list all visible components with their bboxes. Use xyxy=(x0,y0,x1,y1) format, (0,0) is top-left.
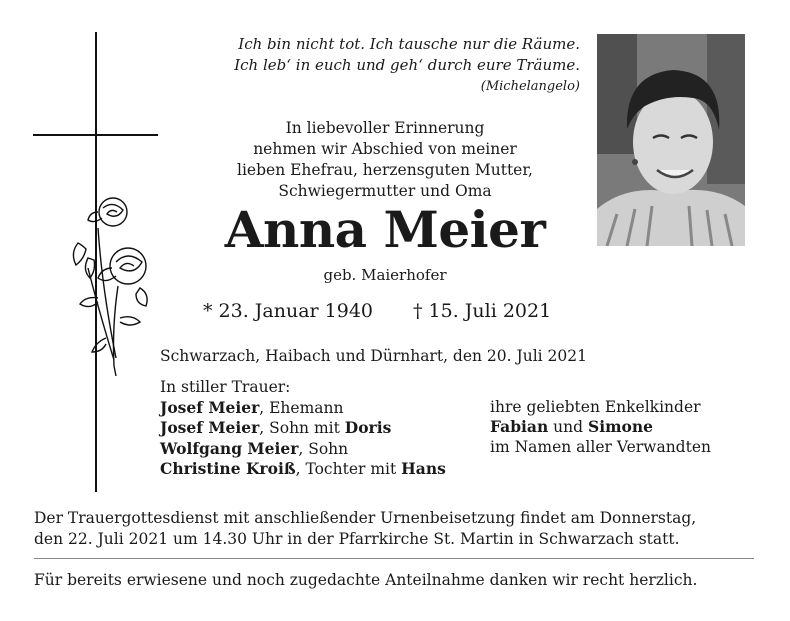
place-date: Schwarzach, Haibach und Dürnhart, den 20. Juli 2021 xyxy=(160,347,587,365)
intro-line: nehmen wir Abschied von meiner xyxy=(253,140,517,158)
relatives-line: im Namen aller Verwandten xyxy=(490,437,711,456)
service-info xyxy=(34,508,696,550)
intro-line: In liebevoller Erinnerung xyxy=(285,119,485,137)
birth-name: geb. Maierhofer xyxy=(323,266,447,284)
quote-line: Ich bin nicht tot. Ich tausche nur die Räume. xyxy=(238,35,580,53)
mourning-heading: In stiller Trauer: xyxy=(160,378,291,396)
mourners-left xyxy=(160,378,446,480)
quote-line: Ich leb‘ in euch und geh‘ durch eure Träume. xyxy=(234,56,580,74)
roses-icon xyxy=(58,188,158,388)
grandchildren-names: Fabian und Simone xyxy=(490,417,653,436)
service-line: den 22. Juli 2021 um 14.30 Uhr in der Pfarrkirche St. Martin in Schwarzach statt. xyxy=(34,530,680,548)
mourners-right xyxy=(490,398,711,458)
mourner-line: Wolfgang Meier, Sohn xyxy=(160,438,349,458)
service-line: Der Trauergottesdienst mit anschließender Urnenbeisetzung findet am Donnerstag, xyxy=(34,509,697,527)
quote-author: (Michelangelo) xyxy=(480,79,580,94)
intro-line: Schwiegermutter und Oma xyxy=(278,182,492,200)
birth-date: * 23. Januar 1940 xyxy=(203,300,374,322)
divider xyxy=(34,558,754,559)
mourner-line: Josef Meier, Ehemann xyxy=(160,397,344,417)
portrait-photo xyxy=(597,34,745,246)
grandchildren-label: ihre geliebten Enkelkinder xyxy=(490,397,701,416)
intro-line: lieben Ehefrau, herzensguten Mutter, xyxy=(237,161,533,179)
mourner-line: Christine Kroiß, Tochter mit Hans xyxy=(160,459,446,478)
deceased-name: Anna Meier xyxy=(224,200,546,259)
death-date: † 15. Juli 2021 xyxy=(413,300,552,322)
mourner-line: Josef Meier, Sohn mit Doris xyxy=(160,418,392,437)
thanks-line: Für bereits erwiesene und noch zugedachte Anteilnahme danken wir recht herzlich. xyxy=(34,571,698,589)
